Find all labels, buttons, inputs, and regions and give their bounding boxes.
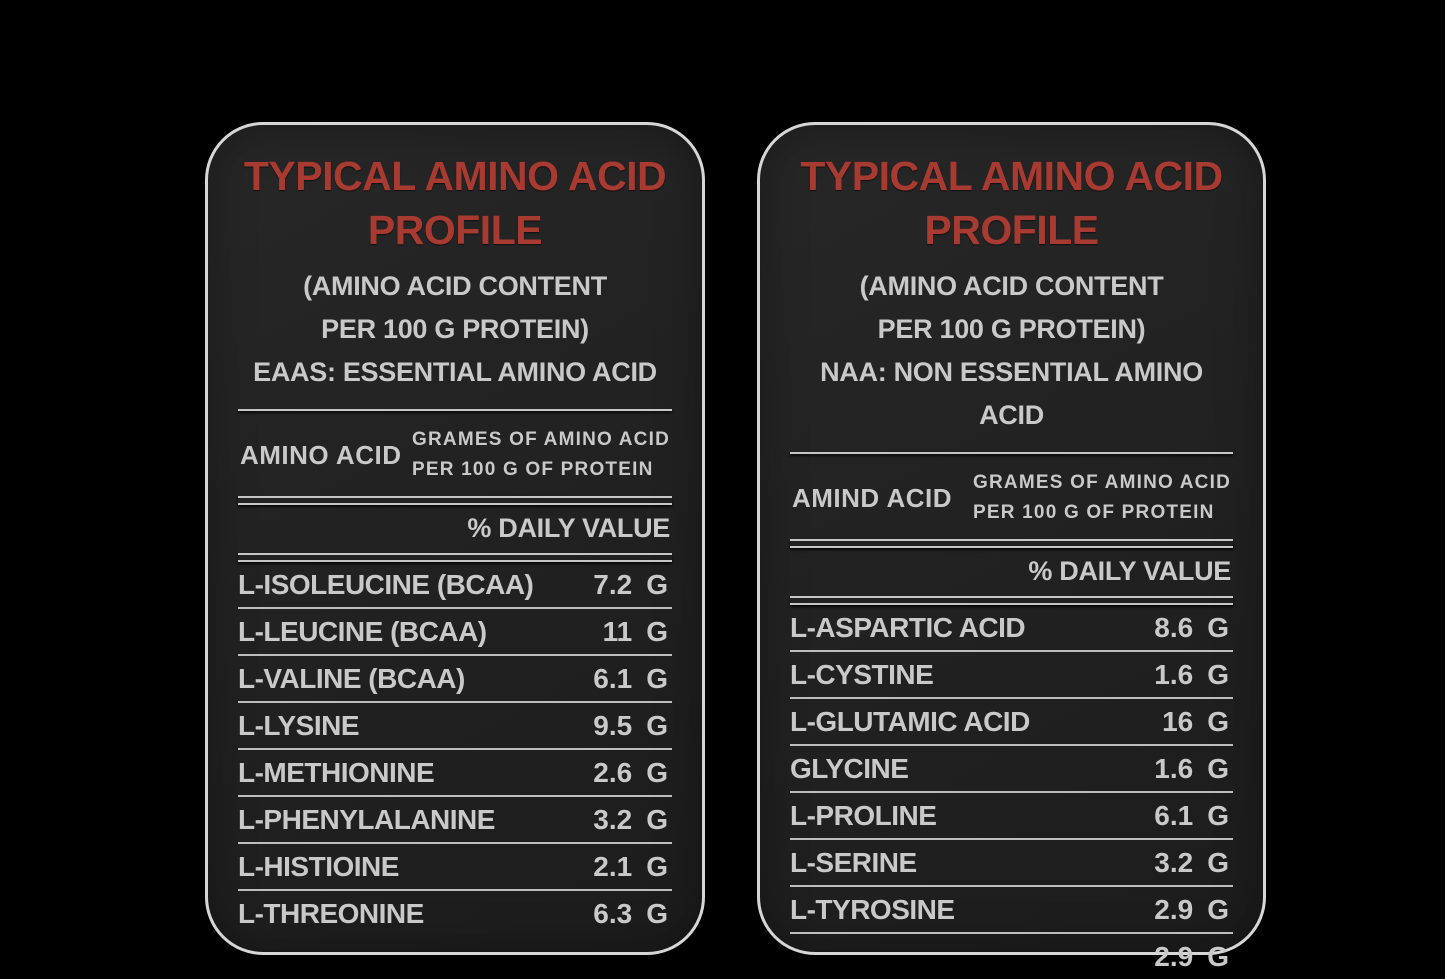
- amino-acid-value: [593, 710, 672, 742]
- value-number: 2.1: [593, 850, 633, 882]
- value-unit: G: [1207, 611, 1229, 643]
- subtitle-line: PER 100 G PROTEIN): [877, 314, 1146, 344]
- value-number: 6.1: [1154, 799, 1194, 831]
- amino-acid-value: [1154, 612, 1233, 644]
- table-row: [238, 562, 672, 607]
- card-title: [238, 149, 672, 257]
- amino-acid-value: [1154, 894, 1233, 926]
- amino-acid-value: [593, 757, 672, 789]
- column-header-grams-line2: PER 100 G OF PROTEIN: [412, 459, 654, 480]
- value-unit: G: [646, 568, 668, 600]
- card-title-line1: TYPICAL AMINO ACID: [243, 153, 667, 199]
- amino-acid-value: [593, 898, 672, 930]
- value-number: 3.2: [1154, 846, 1194, 878]
- amino-acid-name: GLYCINE: [790, 752, 909, 784]
- double-divider-line: [790, 596, 1233, 605]
- subtitle-line: (AMINO ACID CONTENT: [303, 271, 607, 301]
- double-divider-line: [790, 539, 1233, 548]
- table-row: [238, 889, 672, 936]
- table-row: [238, 748, 672, 795]
- daily-value-label: % DAILY VALUE: [467, 513, 670, 543]
- table-row: [790, 838, 1233, 885]
- column-header-grams-line1: GRAMES OF AMINO ACID: [412, 429, 670, 450]
- amino-acid-value: [1154, 800, 1233, 832]
- table-row: [790, 650, 1233, 697]
- value-unit: G: [1207, 658, 1229, 690]
- value-unit: G: [1207, 893, 1229, 925]
- amino-acid-name: L-SERINE: [790, 846, 917, 878]
- value-number: 2.6: [593, 756, 633, 788]
- column-header-amino-acid: AMINO ACID: [240, 439, 402, 470]
- value-unit: G: [646, 850, 668, 882]
- column-header-amino-acid: AMIND ACID: [792, 482, 953, 513]
- card-title-line2: PROFILE: [367, 207, 543, 253]
- column-header-grams: [973, 468, 1231, 528]
- amino-acid-value: [603, 616, 672, 648]
- amino-acid-profile-card-non-essential: [757, 122, 1266, 972]
- column-header-grams: [412, 425, 670, 485]
- amino-acid-profile-card-essential: [205, 122, 705, 955]
- card-subtitle: [790, 265, 1233, 437]
- amino-acid-value: [593, 569, 672, 601]
- amino-acid-name: L-HISTIOINE: [238, 850, 399, 882]
- table-row: [790, 932, 1233, 979]
- value-unit: G: [646, 803, 668, 835]
- card-title: [790, 149, 1233, 257]
- value-unit: G: [646, 756, 668, 788]
- subtitle-line: NAA: NON ESSENTIAL AMINO ACID: [820, 357, 1203, 430]
- daily-value-label: % DAILY VALUE: [1028, 556, 1231, 586]
- amino-acid-value: [593, 851, 672, 883]
- amino-acid-name: L-PHENYLALANINE: [238, 803, 495, 835]
- table-row: [790, 697, 1233, 744]
- value-number: 6.3: [593, 897, 633, 929]
- table-row: [238, 795, 672, 842]
- value-unit: G: [646, 662, 668, 694]
- amino-acid-value: [1154, 941, 1233, 973]
- amino-acid-name: L-THREONINE: [238, 897, 424, 929]
- amino-acid-value: [1154, 847, 1233, 879]
- value-unit: G: [1207, 799, 1229, 831]
- amino-acid-name: L-TYROSINE: [790, 893, 955, 925]
- value-unit: G: [1207, 846, 1229, 878]
- value-unit: G: [646, 709, 668, 741]
- amino-acid-value: [593, 804, 672, 836]
- amino-acid-table: [238, 562, 672, 936]
- value-number: 2.9: [1154, 940, 1194, 972]
- column-header-grams-line2: PER 100 G OF PROTEIN: [973, 502, 1215, 523]
- value-unit: G: [1207, 752, 1229, 784]
- table-row: [238, 607, 672, 654]
- column-header-grams-line1: GRAMES OF AMINO ACID: [973, 472, 1231, 493]
- value-number: 6.1: [593, 662, 633, 694]
- table-header: [790, 454, 1233, 539]
- amino-acid-value: [1154, 659, 1233, 691]
- value-number: 8.6: [1154, 611, 1194, 643]
- amino-acid-name: L-PROLINE: [790, 799, 937, 831]
- subtitle-line: EAAS: ESSENTIAL AMINO ACID: [253, 357, 657, 387]
- double-divider-line: [238, 553, 672, 562]
- amino-acid-name: L-ISOLEUCINE (BCAA): [238, 568, 534, 600]
- subtitle-line: (AMINO ACID CONTENT: [859, 271, 1164, 301]
- value-number: 3.2: [593, 803, 633, 835]
- card-title-line2: PROFILE: [924, 207, 1099, 253]
- amino-acid-table: [790, 605, 1233, 979]
- table-row: [790, 744, 1233, 791]
- table-row: [238, 842, 672, 889]
- table-header: [238, 411, 672, 496]
- double-divider-line: [238, 496, 672, 505]
- value-unit: G: [1207, 705, 1229, 737]
- amino-acid-value: [1162, 706, 1233, 738]
- card-title-line1: TYPICAL AMINO ACID: [800, 153, 1223, 199]
- amino-acid-name: L-ASPARTIC ACID: [790, 611, 1026, 643]
- amino-acid-name: L-VALINE (BCAA): [238, 662, 465, 694]
- value-number: 1.6: [1154, 752, 1194, 784]
- amino-acid-value: [1154, 753, 1233, 785]
- value-number: 1.6: [1154, 658, 1194, 690]
- value-unit: G: [646, 615, 668, 647]
- table-row: [238, 701, 672, 748]
- value-number: 16: [1162, 705, 1194, 737]
- amino-acid-name: L-LEUCINE (BCAA): [238, 615, 487, 647]
- table-row: [790, 791, 1233, 838]
- value-number: 7.2: [593, 568, 633, 600]
- table-row: [790, 885, 1233, 932]
- subtitle-line: PER 100 G PROTEIN): [321, 314, 589, 344]
- amino-acid-value: [593, 663, 672, 695]
- value-number: 11: [602, 615, 633, 647]
- table-row: [238, 654, 672, 701]
- value-unit: G: [1207, 940, 1229, 972]
- value-number: 2.9: [1154, 893, 1194, 925]
- value-number: 9.5: [593, 709, 633, 741]
- amino-acid-name: L-LYSINE: [238, 709, 359, 741]
- card-subtitle: [238, 265, 672, 394]
- table-row: [790, 605, 1233, 650]
- value-unit: G: [646, 897, 668, 929]
- amino-acid-name: L-CYSTINE: [790, 658, 934, 690]
- amino-acid-name: L-METHIONINE: [238, 756, 435, 788]
- amino-acid-name: L-GLUTAMIC ACID: [790, 705, 1030, 737]
